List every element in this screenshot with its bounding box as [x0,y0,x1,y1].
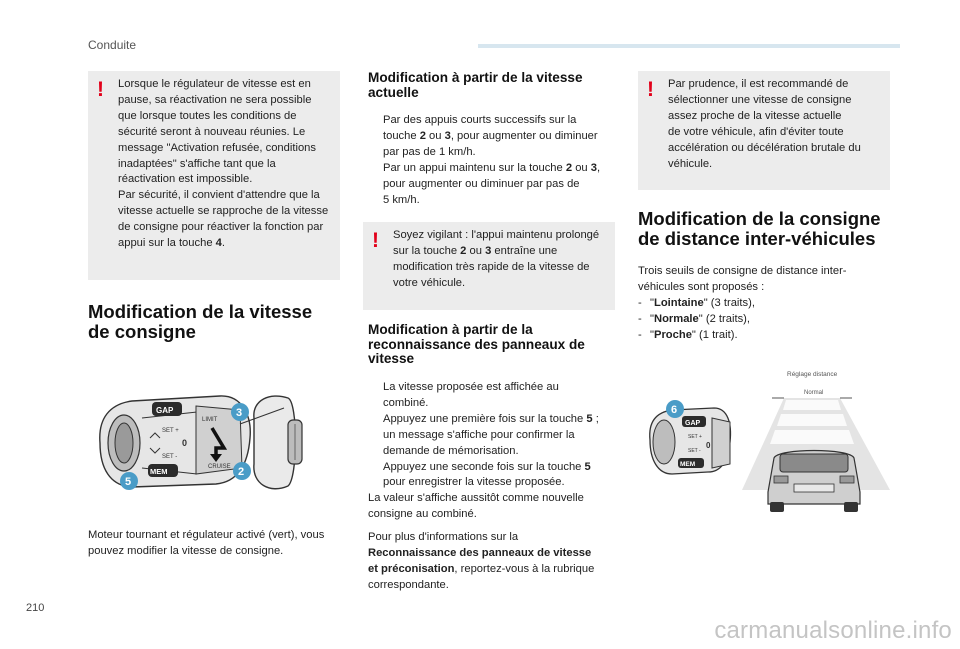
caption-vitesse: Moteur tournant et régulateur activé (vert), vous pouvez modifier la vitesse de consigne. [88,529,325,557]
bullet-list-vitesse-actuelle [368,113,618,208]
list-item: La vitesse proposée est affichée au combiné. [383,381,559,409]
distance-options: Trois seuils de consigne de distance inter- véhicules sont proposés : - "Lointaine" (3 traits), - "Normale" (2 traits), - "Proche" (1 trait). [638,264,893,344]
warning-line: inadaptées" s'affiche tant que la [118,157,276,170]
warning-box-vigilant: ! Soyez vigilant : l'appui maintenu prolongé sur la touche 2 ou 3 entraîne une modification très rapide de la vitesse de votre véhicule. [363,222,615,310]
warning-icon: ! [97,78,104,101]
label-set-minus: SET - [688,448,701,454]
callout-2: 2 [238,466,245,478]
callout-6: 6 [671,404,678,416]
warning-line: message "Activation refusée, conditions [118,141,316,154]
warning-line: réactivation est impossible. [118,173,253,186]
label-cruise: CRUISE [208,464,231,470]
warning-line: pause, sa réactivation ne sera possible [118,93,312,106]
dash-mark: - [638,296,642,309]
list-item: - "Proche" (1 trait). [638,328,893,344]
label-gap: GAP [685,420,701,427]
steering-stalk-illustration [92,388,332,498]
warning-line: vitesse actuelle se rapproche de la vitesse [118,205,329,218]
more-info: Pour plus d'informations sur la Reconnaissance des panneaux de vitesse et préconisation, reportez-vous à la rubrique correspondante. [368,531,595,591]
dash-mark: - [638,328,642,341]
list-item: Appuyez une première fois sur la touche 5 ; un message s'affiche pour confirmer la demande de mémorisation. [383,412,599,457]
label-set-minus: SET - [162,454,178,460]
label-gap: GAP [156,406,174,415]
list-item: Par des appuis courts successifs sur la touche 2 ou 3, pour augmenter ou diminuer par pas de 1 km/h. [383,114,598,158]
label-set-plus: SET + [688,434,702,440]
warning-line: de consigne pour réactiver la fonction par [118,221,324,234]
list-item: Appuyez une seconde fois sur la touche 5 pour enregistrer la vitesse proposée. [383,460,591,489]
warning-box-reactivation [88,71,340,280]
warning-icon: ! [372,229,379,252]
dash-mark: - [638,312,642,325]
label-mem: MEM [150,467,168,476]
screen-value: Normal [804,390,824,396]
distance-setting-illustration [644,362,892,518]
warning-line: Par sécurité, il convient d'attendre que la [118,189,320,202]
label-zero: 0 [706,441,711,450]
list-item: - "Lointaine" (3 traits), [638,296,893,312]
warning-line: que lorsque toutes les conditions de [118,109,297,122]
list-item: - "Normale" (2 traits), [638,312,893,328]
heading-distance: Modification de la consigne de distance inter-véhicules [638,208,881,249]
page-number: 210 [26,602,45,614]
warning-line: appui sur la touche 4. [118,237,225,250]
warning-line: sécurité seront à nouveau réunies. Le [118,125,306,138]
list-item: Par un appui maintenu sur la touche 2 ou 3, pour augmenter ou diminuer par pas de 5 km/h. [383,161,601,206]
label-limit: LIMIT [202,417,218,423]
label-set-plus: SET + [162,428,179,434]
heading-vitesse-actuelle: Modification à partir de la vitesse actuelle [368,70,583,100]
heading-reconnaissance: Modification à partir de la reconnaissance des panneaux de vitesse [368,322,585,366]
label-mem: MEM [680,461,696,468]
section-label: Conduite [88,38,137,52]
label-zero: 0 [182,438,188,448]
heading-vitesse-consigne: Modification de la vitesse de consigne [88,301,313,342]
warning-line: Lorsque le régulateur de vitesse est en [118,78,311,90]
warning-box-prudence: ! Par prudence, il est recommandé de sélectionner une vitesse de consigne assez proche de la vitesse actuelle de votre véhicule, afin d'éviter toute accélération ou décélération brutale du véhicule. [638,71,890,190]
callout-5: 5 [125,476,132,488]
watermark: carmanualsonline.info [714,617,952,644]
warning-icon: ! [647,78,654,101]
bullet-list-reconnaissance: La vitesse proposée est affichée au combiné. Appuyez une première fois sur la touche 5 ; un message s'affiche pour confirmer la demande de mémorisation. Appuyez une seconde fois sur la touche 5 pour enregistrer la vitesse proposée. La valeur s'affiche aussitôt comme nouvelle consigne au combiné. [368,380,620,523]
screen-title: Réglage distance [787,371,838,378]
callout-3: 3 [236,407,243,419]
header-bar [478,44,900,48]
